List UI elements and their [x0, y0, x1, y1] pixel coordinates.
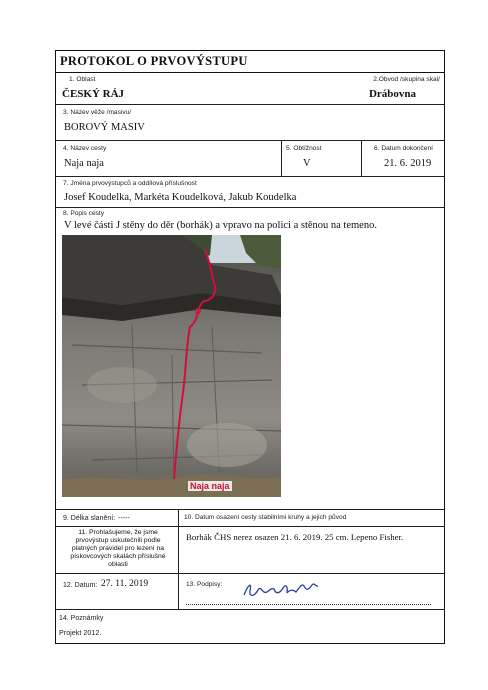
district-label: 2.Obvod /skupina skal/	[373, 76, 440, 83]
climbers-value: Josef Koudelka, Markéta Koudelková, Jakub Koudelka	[64, 192, 297, 203]
climbers-row	[56, 177, 444, 208]
climbers-label: 7. Jména prvovýstupců a oddílová příslušnost	[63, 180, 197, 187]
date-label: 12. Datum:	[63, 582, 98, 589]
notes-value: Projekt 2012.	[59, 628, 102, 637]
difficulty-label: 5. Obtížnost	[286, 145, 322, 152]
route-row	[56, 141, 444, 177]
district-value: Drábovna	[368, 88, 416, 100]
photo-caption: Naja naja	[190, 481, 230, 491]
area-row	[56, 73, 444, 105]
difficulty-value: V	[303, 158, 311, 169]
bolts-label: 10. Datum osazení cesty stabilními kruhy a jejich původ	[184, 514, 347, 521]
description-value: V levé části J stěny do děr (borhák) a vpravo na polici a stěnou na temeno.	[64, 220, 377, 231]
description-label: 8. Popis cesty	[63, 210, 105, 217]
notes-label: 14. Poznámky	[59, 615, 104, 622]
date-signature-row	[56, 574, 444, 610]
rappel-row	[56, 510, 444, 527]
declaration-text: 11. Prohlašujeme, že jsme prvovýstup uskutečnili podle platných pravidel pro lezení na pískovcových skalách příslušné oblasti	[70, 529, 166, 568]
bolts-value: Borhák ČHS nerez osazen 21. 6. 2019. 25 cm. Lepeno Fisher.	[186, 532, 404, 542]
tower-label: 3. Název věže /masivu/	[63, 109, 132, 116]
protocol-form	[55, 50, 445, 644]
rappel-value: -----	[118, 515, 130, 522]
completion-date-value: 21. 6. 2019	[384, 158, 432, 169]
title-row	[56, 51, 444, 73]
area-label: 1. Oblast	[69, 76, 96, 83]
signatures-label: 13. Podpisy:	[186, 581, 223, 588]
date-value: 27. 11. 2019	[101, 579, 149, 589]
signature-mark	[238, 577, 323, 603]
form-title: PROTOKOL O PRVOVÝSTUPU	[60, 54, 248, 68]
route-photo	[62, 235, 281, 497]
rappel-label: 9. Délka slanění:	[63, 515, 116, 522]
completion-date-label: 6. Datum dokončení	[374, 145, 434, 152]
route-name-label: 4. Název cesty	[63, 145, 107, 152]
tower-row	[56, 105, 444, 141]
tower-value: BOROVÝ MASIV	[64, 122, 145, 133]
notes-row	[56, 610, 444, 645]
area-value: ČESKÝ RÁJ	[62, 88, 125, 100]
declaration-row	[56, 527, 444, 574]
route-name-value: Naja naja	[64, 158, 104, 169]
